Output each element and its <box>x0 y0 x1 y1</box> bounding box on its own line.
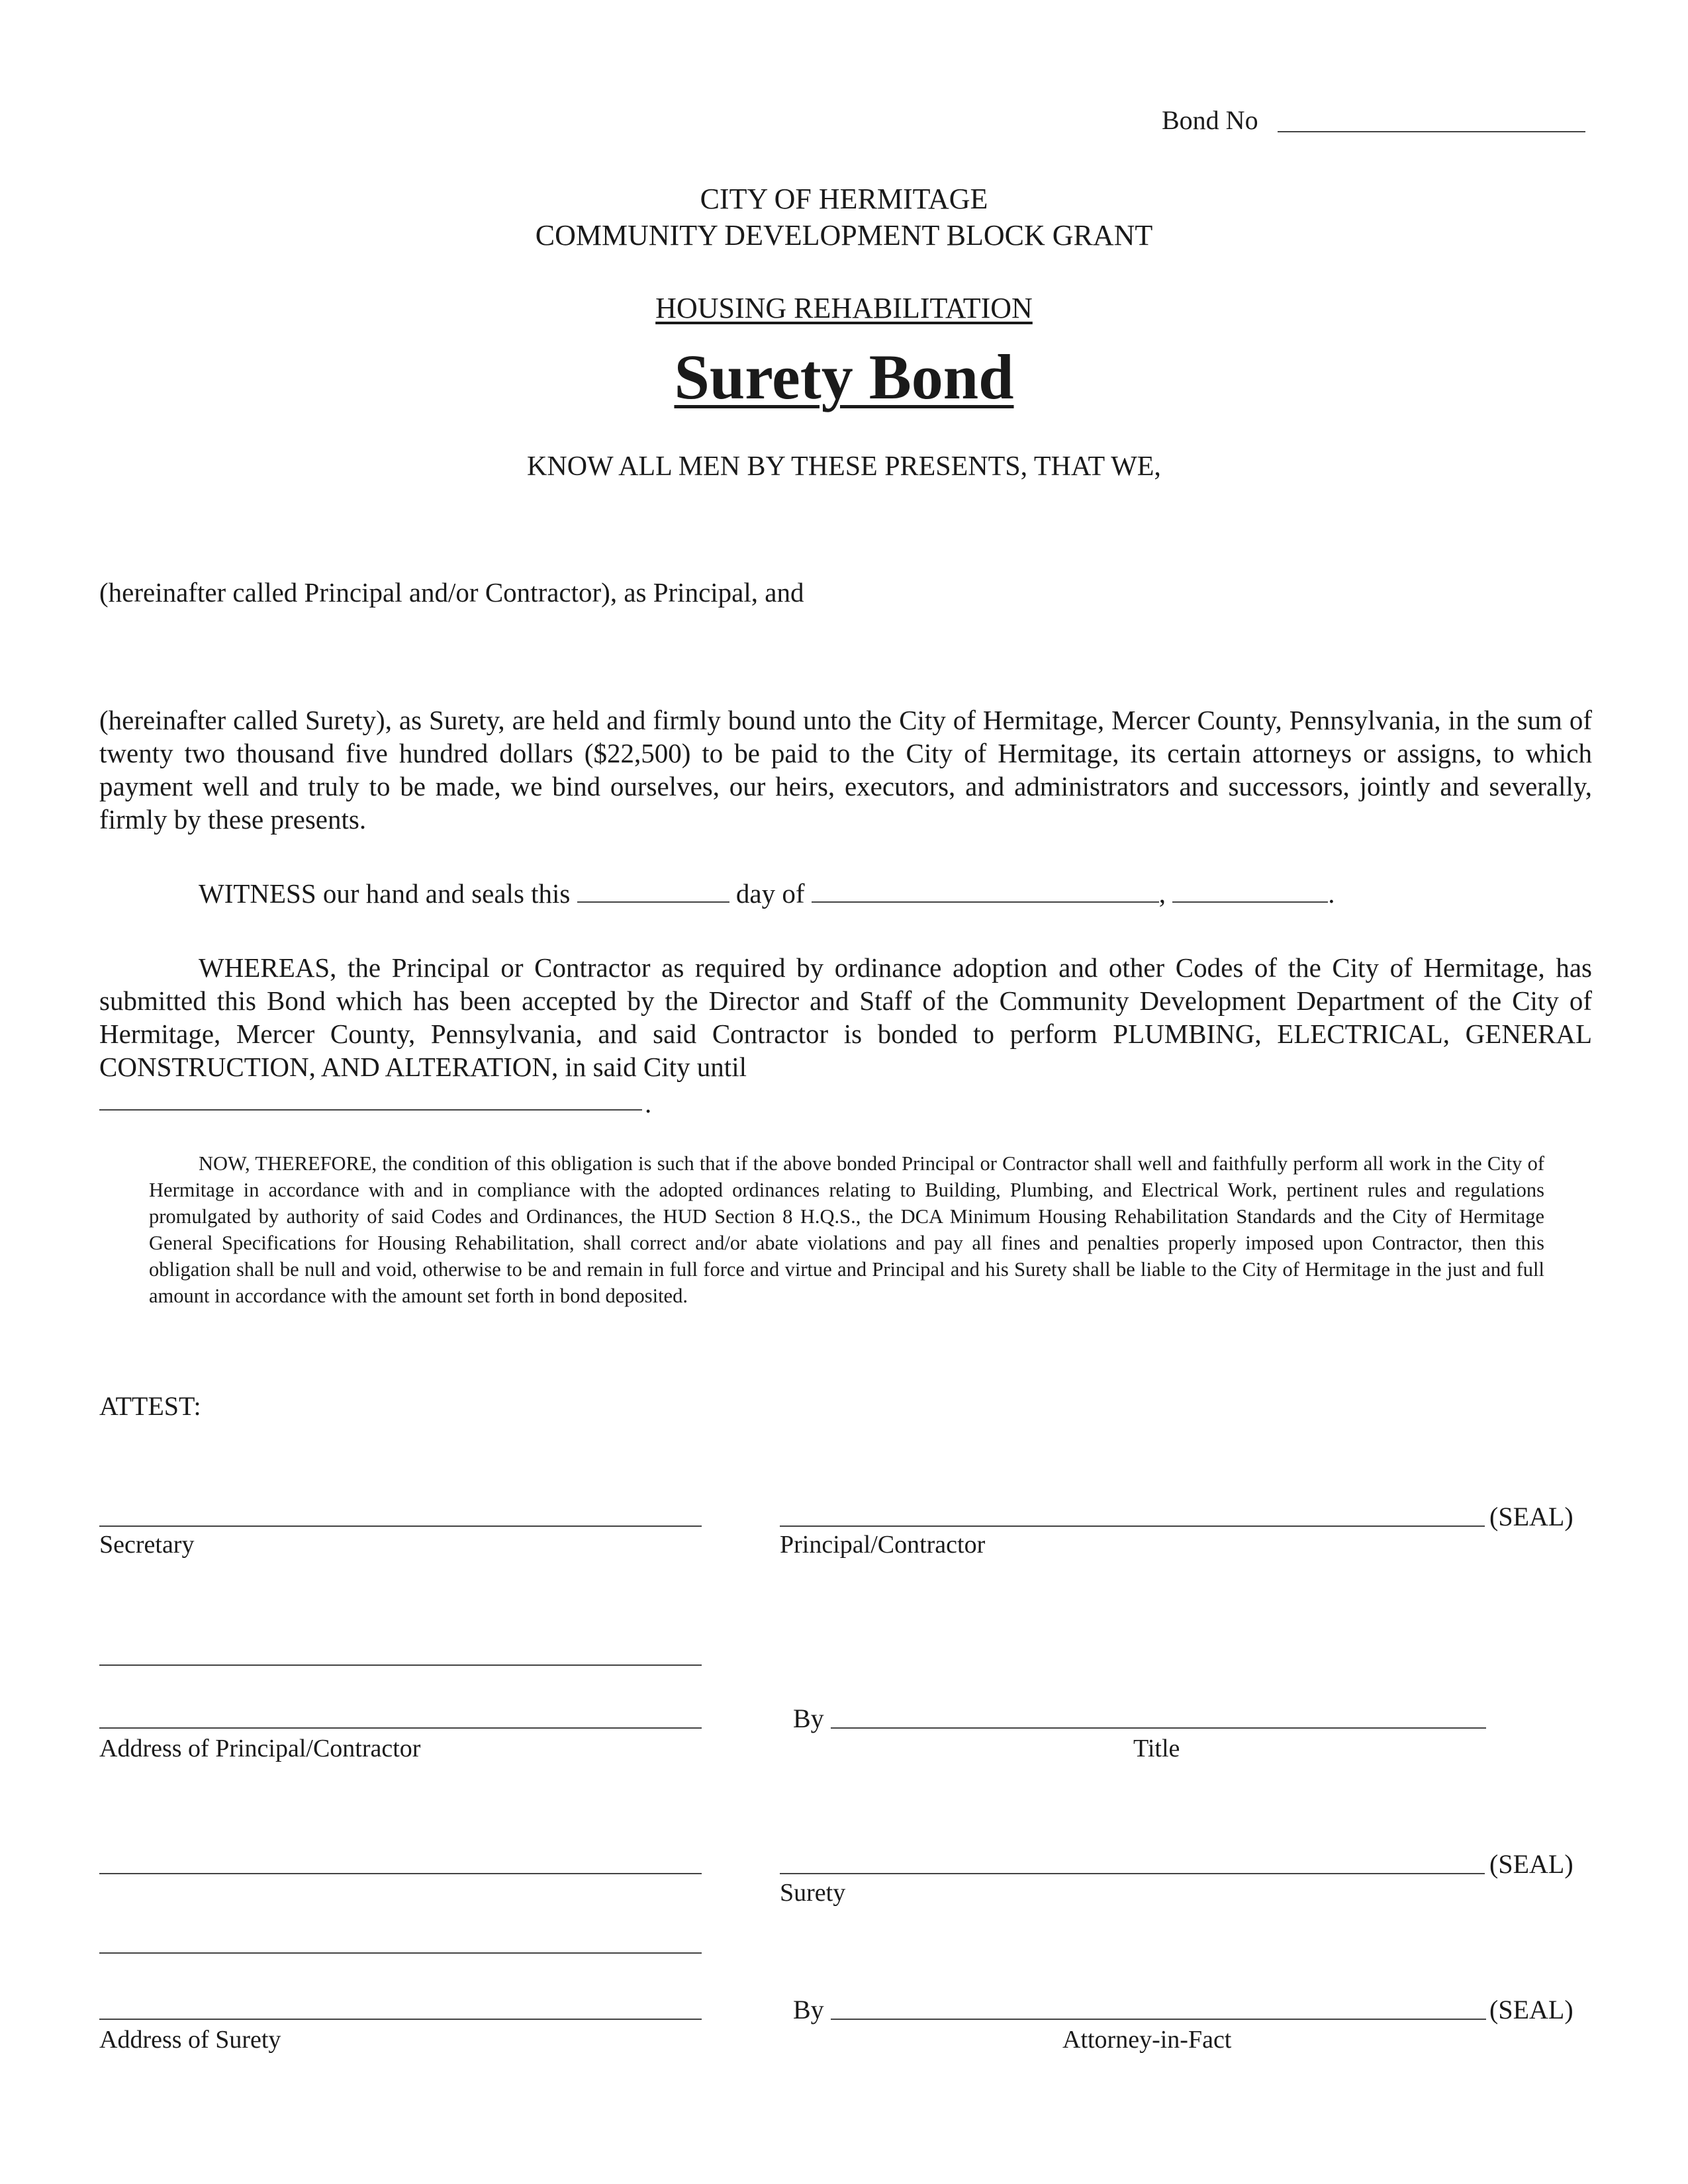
principal-signature-line[interactable] <box>780 1525 1485 1527</box>
bond-no-line[interactable] <box>1278 131 1585 132</box>
principal-clause: (hereinafter called Principal and/or Contractor), as Principal, and <box>99 577 804 608</box>
surety-bond-title: Surety Bond <box>674 341 1014 412</box>
bond-no-label: Bond No <box>1162 105 1258 135</box>
surety-signature-line[interactable] <box>780 1873 1485 1874</box>
witness-period: . <box>1328 878 1335 909</box>
principal-by-line[interactable] <box>831 1727 1486 1729</box>
witness-year-field[interactable] <box>1172 882 1328 903</box>
whereas-paragraph <box>99 951 1592 1083</box>
secretary-signature-line[interactable] <box>99 1525 702 1527</box>
surety-seal: (SEAL) <box>1489 1849 1573 1879</box>
witness-month-field[interactable] <box>812 882 1159 903</box>
principal-contractor-label: Principal/Contractor <box>780 1531 986 1559</box>
program-heading: COMMUNITY DEVELOPMENT BLOCK GRANT <box>535 219 1153 251</box>
whereas-text: WHEREAS, the Principal or Contractor as required by ordinance adoption and other Codes of the City of Hermitage, has submitted this Bond which has been accepted by the Director and Staff of the Community Development Department of the City of Hermitage, Mercer County, Pennsylvania, and said Contractor is bonded to perform PLUMBING, ELECTRICAL, GENERAL CONSTRUCTION, AND ALTERATION, in said City until <box>99 952 1592 1082</box>
witness-day-of: day of <box>735 878 805 909</box>
now-therefore-paragraph <box>149 1150 1544 1309</box>
address-surety-line-1[interactable] <box>99 1873 702 1874</box>
witness-prefix: WITNESS our hand and seals this <box>199 878 571 909</box>
address-surety-line-2[interactable] <box>99 1952 702 1954</box>
witness-comma: , <box>1158 878 1166 909</box>
page-title <box>0 341 1688 414</box>
subtitle-heading <box>0 291 1688 326</box>
title-label: Title <box>1133 1735 1180 1762</box>
housing-rehabilitation-subtitle: HOUSING REHABILITATION <box>655 292 1033 324</box>
principal-seal: (SEAL) <box>1489 1502 1573 1531</box>
address-surety-line-3[interactable] <box>99 2019 702 2020</box>
principal-address-line-1[interactable] <box>99 1664 702 1666</box>
principal-address-line-2[interactable] <box>99 1727 702 1729</box>
bonded-until-field[interactable] <box>99 1109 642 1111</box>
address-principal-label: Address of Principal/Contractor <box>99 1735 421 1762</box>
attorney-seal: (SEAL) <box>1489 1995 1573 2025</box>
surety-label: Surety <box>780 1879 846 1907</box>
witness-day-field[interactable] <box>577 882 729 903</box>
surety-clause: (hereinafter called Surety), as Surety, are held and firmly bound unto the City of Hermitage, Mercer County, Pennsylvania, in the sum of twenty two thousand five hundred dollars ($22,500) to be paid to the City of Hermitage, its certain attorneys or assigns, to which payment well and truly to be made, we bind ourselves, our heirs, executors, and administrators and successors, jointly and severally, firmly by these presents. <box>99 705 1592 835</box>
attorney-in-fact-label: Attorney-in-Fact <box>1062 2026 1232 2054</box>
by-label-principal: By <box>793 1704 824 1733</box>
attest-label: ATTEST: <box>99 1391 201 1421</box>
address-surety-label: Address of Surety <box>99 2026 281 2054</box>
by-label-surety: By <box>793 1995 824 2025</box>
intro-line: KNOW ALL MEN BY THESE PRESENTS, THAT WE, <box>527 451 1161 482</box>
attorney-by-line[interactable] <box>831 2019 1486 2020</box>
whereas-period: . <box>645 1088 652 1118</box>
city-heading: CITY OF HERMITAGE <box>700 183 988 215</box>
secretary-label: Secretary <box>99 1531 195 1559</box>
now-therefore-text: NOW, THEREFORE, the condition of this obligation is such that if the above bonded Principal or Contractor shall well and faithfully perform all work in the City of Hermitage in accordance with and in compliance with the adopted ordinances relating to Building, Plumbing, and Electrical Work, pertinent rules and regulations promulgated by authority of said Codes and Ordinances, the HUD Section 8 H.Q.S., the DCA Minimum Housing Rehabilitation Standards and the City of Hermitage General Specifications for Housing Rehabilitation, shall correct and/or abate violations and pay all fines and penalties properly imposed upon Contractor, then this obligation shall be null and void, otherwise to be and remain in full force and virtue and Principal and his Surety shall be liable to the City of Hermitage in the just and full amount in accordance with the amount set forth in bond deposited. <box>149 1152 1544 1307</box>
witness-line <box>199 877 1592 910</box>
